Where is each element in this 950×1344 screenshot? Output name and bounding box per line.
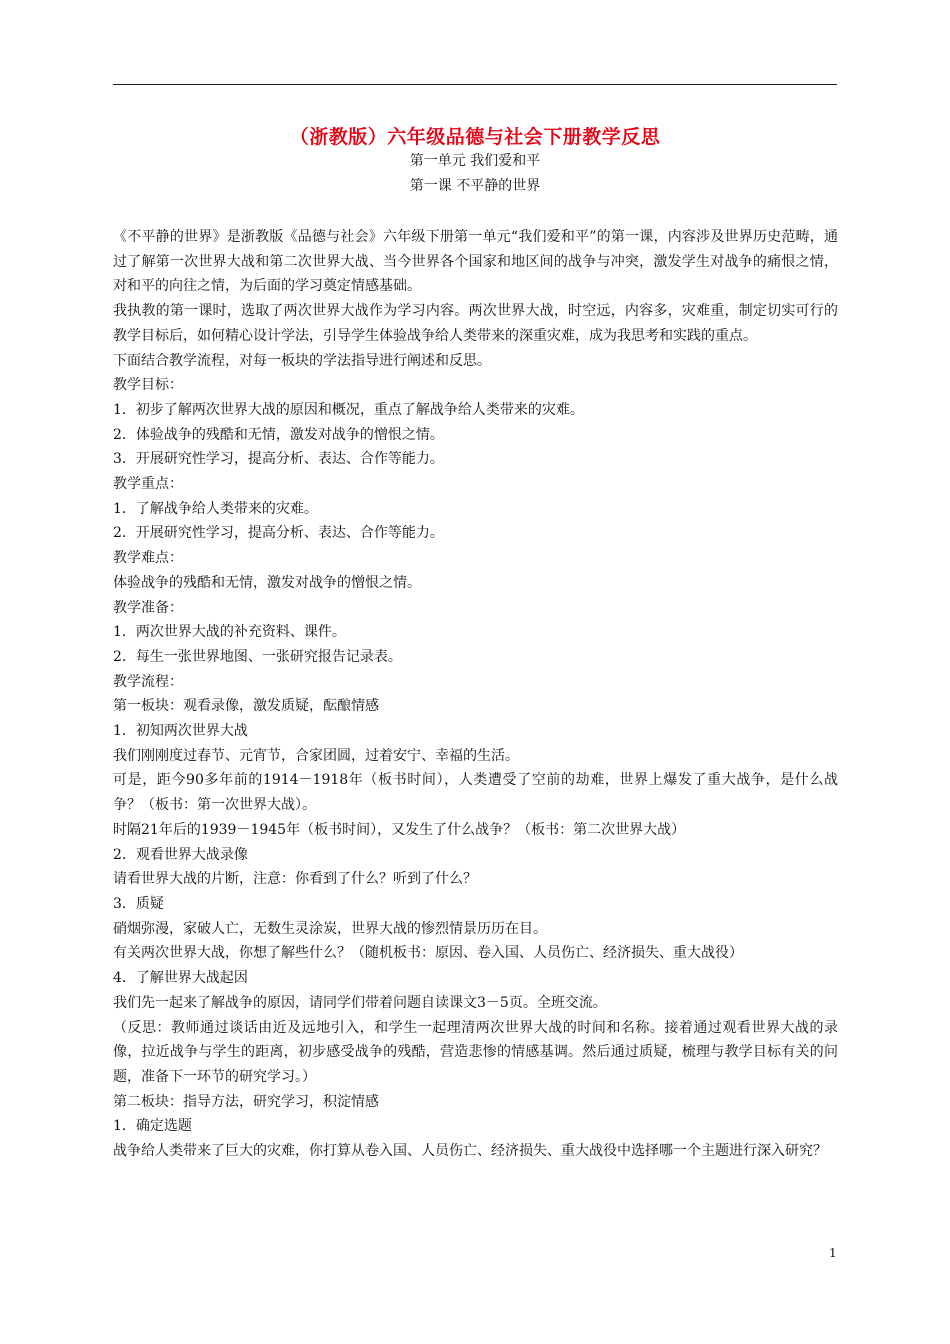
section-heading: 教学准备：: [113, 599, 183, 616]
unit-heading: 第一单元 我们爱和平: [409, 153, 541, 169]
list-item: 1．确定选题: [113, 1118, 192, 1135]
reflection-paragraph: （反思：教师通过谈话由近及远地引入，和学生一起理清两次世界大战的时间和名称。接着通过观看世界大战的录像，拉近战争与学生的距离，初步感受战争的残酷，营造悲惨的情感基调。然后通过质疑，梳理与教学目标有关的问题，准备下一环节的研究学习。）: [113, 1019, 838, 1085]
header-rule: [113, 84, 837, 85]
paragraph: 我执教的第一课时，选取了两次世界大战作为学习内容。两次世界大战，时空远，内容多，灾难重，制定切实可行的教学目标后，如何精心设计学法，引导学生体验战争给人类带来的深重灾难，成为我思考和实践的重点。: [113, 303, 838, 344]
paragraph: 我们刚刚度过春节、元宵节，合家团圆，过着安宁、幸福的生活。: [113, 747, 519, 764]
page-number: 1: [829, 1246, 837, 1260]
list-item: 2．体验战争的残酷和无情，激发对战争的憎恨之情。: [113, 426, 444, 443]
document-title: （浙教版）六年级品德与社会下册教学反思: [289, 126, 661, 148]
paragraph: 可是，距今90多年前的1914－1918年（板书时间），人类遭受了空前的劫难，世界上爆发了重大战争，是什么战争？（板书：第一次世界大战）。: [113, 772, 838, 814]
section-heading: 教学难点：: [113, 550, 183, 567]
section-heading: 第一板块：观看录像，激发质疑，酝酿情感: [113, 698, 379, 715]
paragraph: 硝烟弥漫，家破人亡，无数生灵涂炭，世界大战的惨烈情景历历在目。: [113, 920, 547, 937]
list-item: 4．了解世界大战起因: [113, 970, 248, 987]
list-item: 1．初步了解两次世界大战的原因和概况，重点了解战争给人类带来的灾难。: [113, 401, 584, 418]
section-heading: 第二板块：指导方法，研究学习，积淀情感: [113, 1093, 379, 1110]
paragraph: 体验战争的残酷和无情，激发对战争的憎恨之情。: [113, 574, 421, 591]
list-item: 1．初知两次世界大战: [113, 723, 248, 740]
list-item: 1．了解战争给人类带来的灾难。: [113, 500, 318, 517]
paragraph: 《不平静的世界》是浙教版《品德与社会》六年级下册第一单元“我们爱和平”的第一课，内容涉及世界历史范畴，通过了解第一次世界大战和第二次世界大战、当今世界各个国家和地区间的战争与冲突，激发学生对战争的痛恨之情，对和平的向往之情，为后面的学习奠定情感基础。: [113, 229, 838, 295]
list-item: 2．观看世界大战录像: [113, 846, 248, 863]
list-item: 2．开展研究性学习，提高分析、表达、合作等能力。: [113, 525, 444, 542]
document-body: [113, 225, 838, 1164]
paragraph: 请看世界大战的片断，注意：你看到了什么？听到了什么？: [113, 871, 477, 888]
paragraph: 下面结合教学流程，对每一板块的学法指导进行阐述和反思。: [113, 352, 491, 369]
section-heading: 教学重点：: [113, 476, 183, 493]
paragraph: 我们先一起来了解战争的原因，请同学们带着问题自读课文3－5页。全班交流。: [113, 994, 607, 1011]
lesson-heading: 第一课 不平静的世界: [409, 178, 541, 194]
paragraph: 有关两次世界大战，你想了解些什么？（随机板书：原因、卷入国、人员伤亡、经济损失、重大战役）: [113, 945, 743, 962]
section-heading: 教学目标：: [113, 377, 183, 394]
list-item: 2．每生一张世界地图、一张研究报告记录表。: [113, 648, 402, 665]
list-item: 1．两次世界大战的补充资料、课件。: [113, 624, 346, 641]
paragraph: 时隔21年后的1939－1945年（板书时间），又发生了什么战争？（板书：第二次世界大战）: [113, 821, 686, 838]
section-heading: 教学流程：: [113, 673, 183, 690]
list-item: 3．开展研究性学习，提高分析、表达、合作等能力。: [113, 451, 444, 468]
paragraph: 战争给人类带来了巨大的灾难，你打算从卷入国、人员伤亡、经济损失、重大战役中选择哪一个主题进行深入研究？: [113, 1143, 827, 1160]
list-item: 3．质疑: [113, 895, 164, 912]
